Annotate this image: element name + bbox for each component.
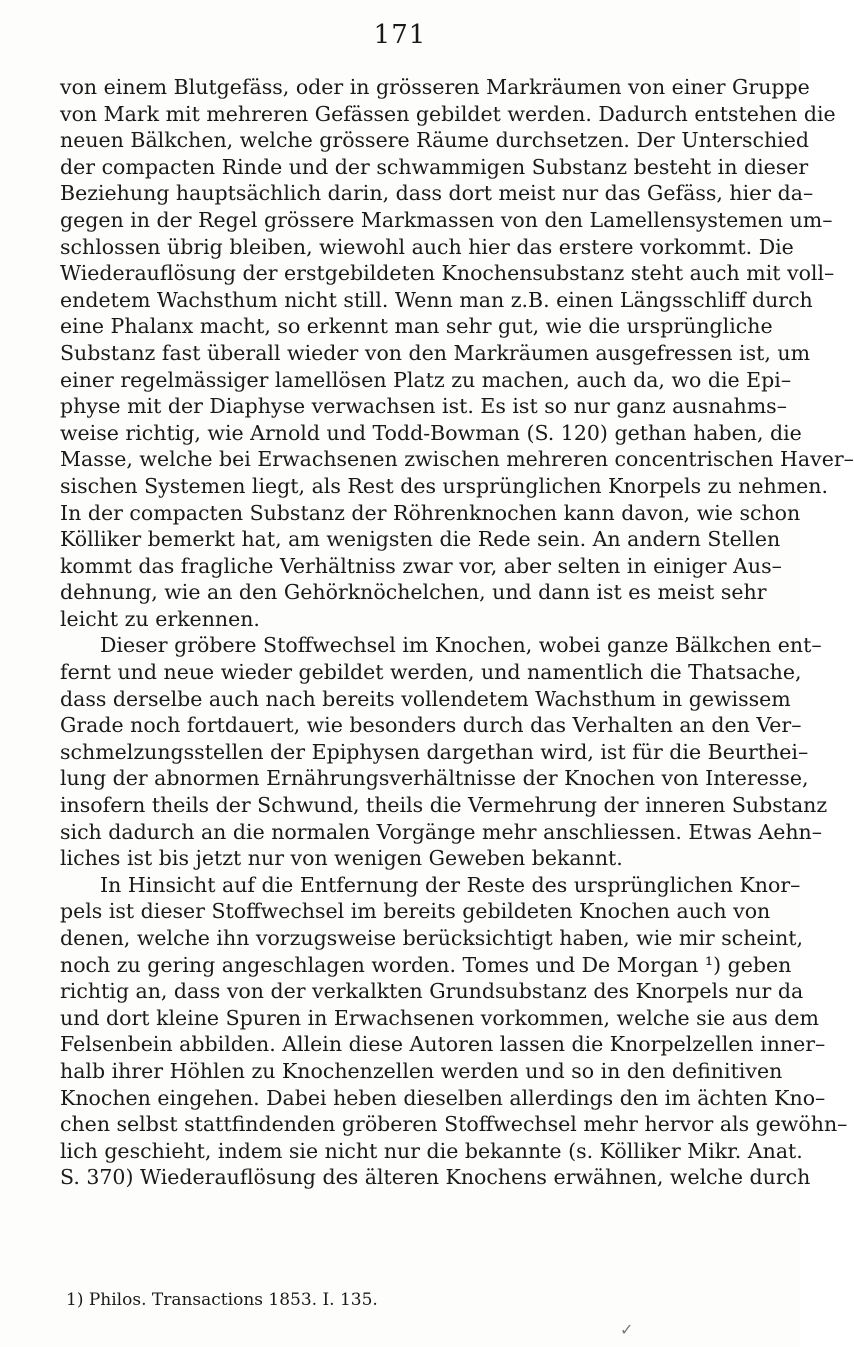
text-line: leicht zu erkennen. bbox=[60, 606, 260, 631]
text-line: S. 370) Wiederauflösung des älteren Knochens erwähnen, welche durch bbox=[60, 1165, 811, 1190]
text-line: Masse, welche bei Erwachsenen zwischen mehreren concentrischen Haver– bbox=[60, 447, 854, 472]
text-line: Wiederauflösung der erstgebildeten Knochensubstanz steht auch mit voll– bbox=[60, 261, 835, 286]
text-line: physe mit der Diaphyse verwachsen ist. Es ist so nur ganz ausnahms– bbox=[60, 394, 787, 419]
text-line: weise richtig, wie Arnold und Todd-Bowman (S. 120) gethan haben, die bbox=[60, 420, 802, 445]
text-line: endetem Wachsthum nicht still. Wenn man z.B. einen Längsschliff durch bbox=[60, 287, 813, 312]
text-line: sich dadurch an die normalen Vorgänge mehr anschliessen. Etwas Aehn– bbox=[60, 819, 822, 844]
text-line: In der compacten Substanz der Röhrenknochen kann davon, wie schon bbox=[60, 500, 801, 525]
check-mark-icon: ✓ bbox=[620, 1320, 634, 1339]
text-line: insofern theils der Schwund, theils die Vermehrung der inneren Substanz bbox=[60, 793, 828, 818]
text-line: liches ist bis jetzt nur von wenigen Geweben bekannt. bbox=[60, 846, 623, 871]
text-line: schmelzungsstellen der Epiphysen dargethan wird, ist für die Beurthei– bbox=[60, 739, 809, 764]
text-line: denen, welche ihn vorzugsweise berücksichtigt haben, wie mir scheint, bbox=[60, 926, 804, 950]
text-line: lich geschieht, indem sie nicht nur die bekannte (s. Kölliker Mikr. Anat. bbox=[60, 1138, 803, 1163]
text-line: chen selbst stattfindenden gröberen Stoffwechsel mehr hervor als gewöhn– bbox=[60, 1112, 848, 1137]
text-line: richtig an, dass von der verkalkten Grundsubstanz des Knorpels nur da bbox=[60, 979, 804, 1004]
text-line: fernt und neue wieder gebildet werden, und namentlich die Thatsache, bbox=[60, 660, 802, 685]
text-line: In Hinsicht auf die Entfernung der Reste des ursprünglichen Knor– bbox=[100, 872, 801, 897]
text-line: dass derselbe auch nach bereits vollendetem Wachsthum in gewissem bbox=[60, 686, 791, 711]
text-line: sischen Systemen liegt, als Rest des ursprünglichen Knorpels zu nehmen. bbox=[60, 473, 828, 498]
body-text bbox=[60, 74, 854, 1191]
text-line: Knochen eingehen. Dabei heben dieselben allerdings den im ächten Kno– bbox=[60, 1085, 826, 1110]
text-line: dehnung, wie an den Gehörknöchelchen, und dann ist es meist sehr bbox=[60, 580, 767, 605]
text-line: Grade noch fortdauert, wie besonders durch das Verhalten an den Ver– bbox=[60, 713, 802, 738]
text-line: Beziehung hauptsächlich darin, dass dort meist nur das Gefäss, hier da– bbox=[60, 181, 814, 206]
text-line: und dort kleine Spuren in Erwachsenen vorkommen, welche sie aus dem bbox=[60, 1005, 819, 1030]
text-line: eine Phalanx macht, so erkennt man sehr gut, wie die ursprüngliche bbox=[60, 314, 773, 339]
text-line: noch zu gering angeschlagen worden. Tomes und De Morgan ¹) geben bbox=[60, 952, 792, 977]
text-line: der compacten Rinde und der schwammigen Substanz besteht in dieser bbox=[60, 154, 809, 179]
text-line: schlossen übrig bleiben, wiewohl auch hier das erstere vorkommt. Die bbox=[60, 234, 794, 259]
text-line: einer regelmässiger lamellösen Platz zu machen, auch da, wo die Epi– bbox=[60, 367, 792, 392]
text-line: lung der abnormen Ernährungsverhältnisse der Knochen von Interesse, bbox=[60, 766, 809, 791]
text-line: Kölliker bemerkt hat, am wenigsten die Rede sein. An andern Stellen bbox=[60, 527, 781, 552]
text-line: Dieser gröbere Stoffwechsel im Knochen, wobei ganze Bälkchen ent– bbox=[100, 633, 822, 658]
text-line: pels ist dieser Stoffwechsel im bereits gebildeten Knochen auch von bbox=[60, 899, 771, 924]
text-line: kommt das fragliche Verhältniss zwar vor, aber selten in einiger Aus– bbox=[60, 553, 782, 578]
text-line: von Mark mit mehreren Gefässen gebildet werden. Dadurch entstehen die bbox=[60, 101, 836, 126]
text-line: neuen Bälkchen, welche grössere Räume durchsetzen. Der Unterschied bbox=[60, 128, 809, 153]
text-line: Substanz fast überall wieder von den Markräumen ausgefressen ist, um bbox=[60, 340, 811, 365]
text-line: Felsenbein abbilden. Allein diese Autoren lassen die Knorpelzellen inner– bbox=[60, 1032, 826, 1057]
page-number: 171 bbox=[373, 20, 427, 50]
text-line: von einem Blutgefäss, oder in grösseren Markräumen von einer Gruppe bbox=[60, 75, 810, 99]
footnote: 1) Philos. Transactions 1853. I. 135. bbox=[66, 1290, 378, 1310]
text-line: gegen in der Regel grössere Markmassen von den Lamellensystemen um– bbox=[60, 207, 833, 232]
text-line: halb ihrer Höhlen zu Knochenzellen werden und so in den definitiven bbox=[60, 1058, 783, 1083]
